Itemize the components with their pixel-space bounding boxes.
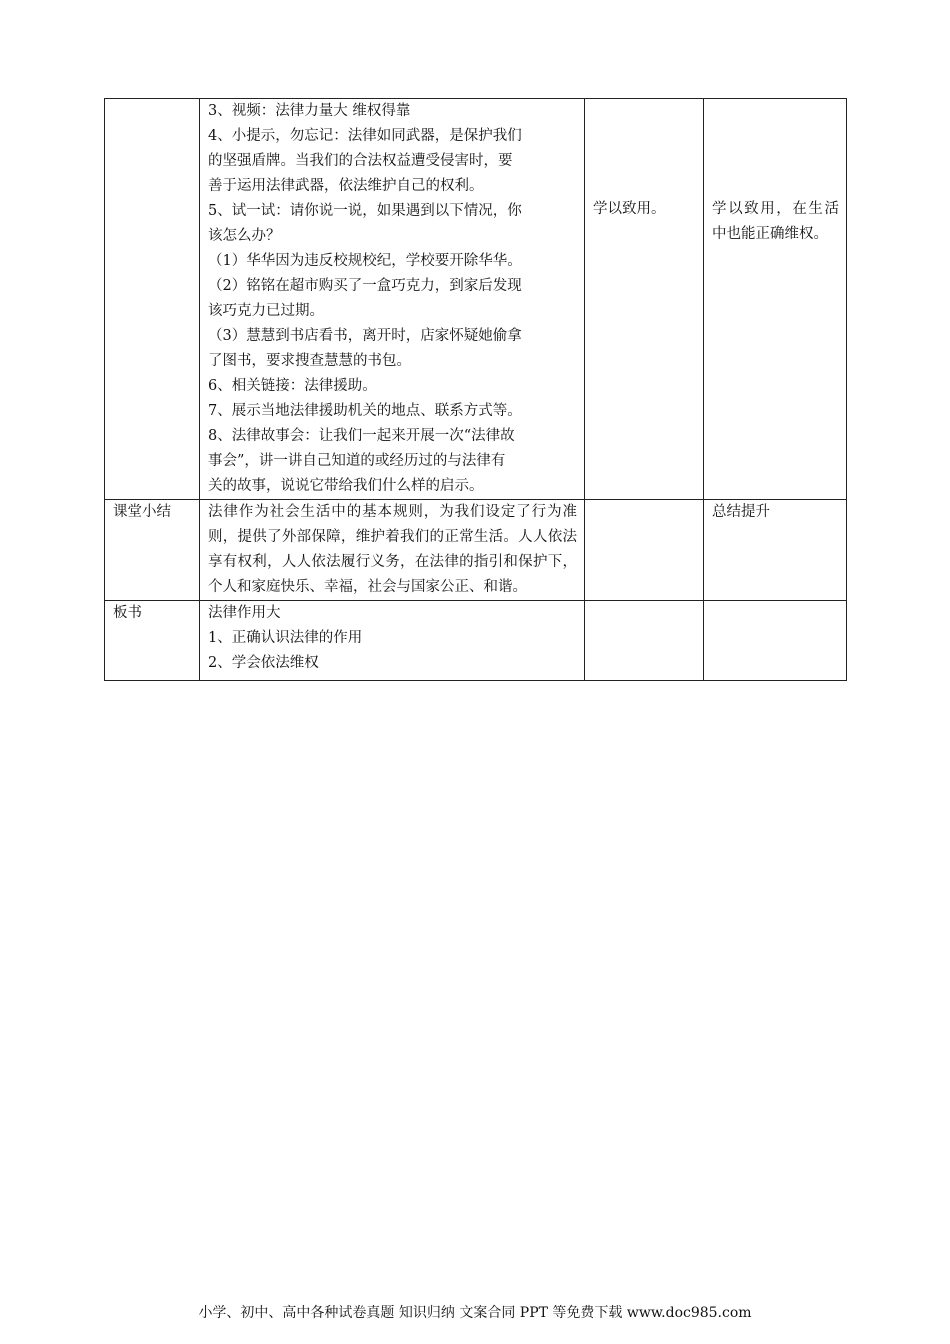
summary-intent-text: 总结提升 xyxy=(712,504,770,520)
table-row-board xyxy=(105,601,847,681)
board-line: 1、正确认识法律的作用 xyxy=(208,630,363,646)
board-line: 2、学会依法维权 xyxy=(208,655,319,671)
content-line: 的坚强盾牌。当我们的合法权益遭受侵害时，要 xyxy=(208,153,513,169)
summary-content-cell xyxy=(200,500,585,601)
lesson-plan-table xyxy=(104,98,847,681)
student-activity-text: 学以致用。 xyxy=(593,201,666,217)
content-line: 5、试一试：请你说一说，如果遇到以下情况，你 xyxy=(208,203,522,219)
row-label-cell xyxy=(105,99,200,500)
content-line: 6、相关链接：法律援助。 xyxy=(208,378,377,394)
content-line: 事会”，讲一讲自己知道的或经历过的与法律有 xyxy=(208,453,506,469)
table-row-summary xyxy=(105,500,847,601)
row-label-cell xyxy=(105,500,200,601)
board-content-cell xyxy=(200,601,585,681)
table-row-activity xyxy=(105,99,847,500)
design-intent-cell xyxy=(704,500,847,601)
design-intent-text: 学以致用，在生活中也能正确维权。 xyxy=(712,201,839,242)
content-line: 4、小提示，勿忘记：法律如同武器，是保护我们 xyxy=(208,128,522,144)
content-line: 该巧克力已过期。 xyxy=(208,303,324,319)
summary-label: 课堂小结 xyxy=(113,504,171,520)
summary-text: 法律作为社会生活中的基本规则，为我们设定了行为准则，提供了外部保障，维护着我们的正常生活。人人依法享有权利，人人依法履行义务，在法律的指引和保护下，个人和家庭快乐、幸福，社会与国家公正、和谐。 xyxy=(208,504,577,595)
content-line: 3、视频：法律力量大 维权得靠 xyxy=(208,103,411,119)
activity-content-cell xyxy=(200,99,585,500)
empty-cell xyxy=(585,601,704,681)
row-label-cell xyxy=(105,601,200,681)
content-line: 该怎么办？ xyxy=(208,228,281,244)
board-line: 法律作用大 xyxy=(208,605,281,621)
content-line: 7、展示当地法律援助机关的地点、联系方式等。 xyxy=(208,403,522,419)
content-line: 了图书，要求搜查慧慧的书包。 xyxy=(208,353,411,369)
page-footer: 小学、初中、高中各种试卷真题 知识归纳 文案合同 PPT 等免费下载 www.doc985.com xyxy=(198,1305,752,1321)
student-activity-cell xyxy=(585,99,704,500)
content-line: （1）华华因为违反校规校纪，学校要开除华华。 xyxy=(208,253,522,269)
content-line: （3）慧慧到书店看书，离开时，店家怀疑她偷拿 xyxy=(208,328,522,344)
content-line: 8、法律故事会：让我们一起来开展一次“法律故 xyxy=(208,428,515,444)
content-line: 关的故事，说说它带给我们什么样的启示。 xyxy=(208,478,484,494)
content-line: （2）铭铭在超市购买了一盒巧克力，到家后发现 xyxy=(208,278,522,294)
empty-cell xyxy=(704,601,847,681)
content-line: 善于运用法律武器，依法维护自己的权利。 xyxy=(208,178,484,194)
empty-cell xyxy=(585,500,704,601)
board-label: 板书 xyxy=(113,605,142,621)
design-intent-cell xyxy=(704,99,847,500)
